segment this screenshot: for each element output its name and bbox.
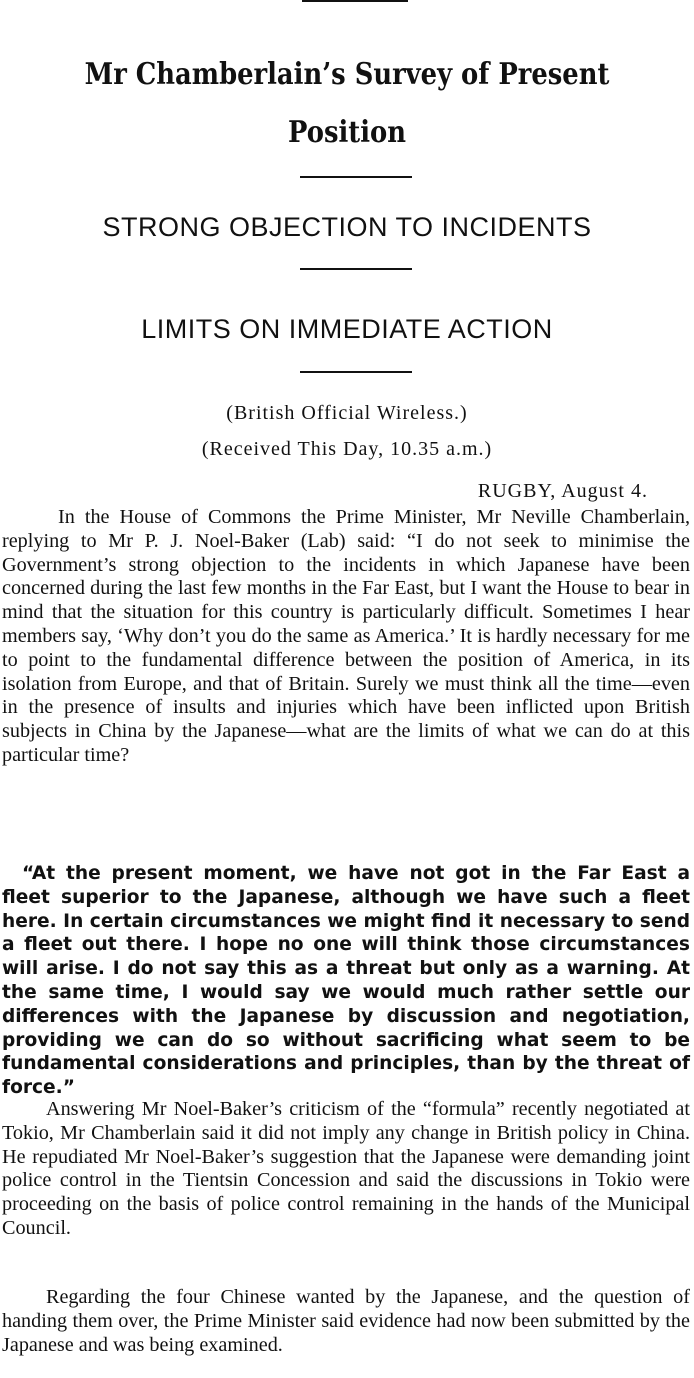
credit-line-1: (British Official Wireless.) xyxy=(226,402,468,424)
paragraph-1: In the House of Commons the Prime Minister, Mr Neville Chamberlain, replying to Mr P. J. Noel-Baker (Lab) said: “I do not seek to minimise the Government’s strong objection to the incidents in which Japanese have been concerned during the last few months in the Far East, but I want the House to bear in mind that the situation for this country is particularly difficult. Sometimes I hear members say, ‘Why don’t you do the same as America.’ It is hardly necessary for me to point to the fundamental difference between the position of America, in its isolation from Europe, and that of Britain. Surely we must think all the time—even in the presence of insults and injuries which have been inflicted upon British subjects in China by the Japanese—what are the limits of what we can do at this particular time? xyxy=(2,506,690,766)
paragraph-3: Answering Mr Noel-Baker’s criticism of the “formula” recently negotiated at Tokio, Mr Chamberlain said it did not imply any change in British policy in China. He repudiated Mr Noel-Baker’s suggestion that the Japanese were demanding joint police control in the Tientsin Concession and said the discussions in Tokio were proceeding on the basis of police control remaining in the hands of the Municipal Council. xyxy=(2,1098,690,1239)
headline-line-2: Position xyxy=(288,115,406,150)
paragraph-4: Regarding the four Chinese wanted by the Japanese, and the question of handing them over, the Prime Minister said evidence had now been submitted by the Japanese and was being examined. xyxy=(2,1286,690,1356)
headline-line-1: Mr Chamberlain’s Survey of Present xyxy=(84,57,610,92)
credit-line-2: (Received This Day, 10.35 a.m.) xyxy=(201,438,493,460)
rule-3 xyxy=(300,371,412,373)
rule-2 xyxy=(300,268,412,270)
subhead-1: STRONG OBJECTION TO INCIDENTS xyxy=(102,212,592,242)
headline xyxy=(49,46,646,162)
paragraph-2: “At the present moment, we have not got in the Far East a fleet superior to the Japanese, although we have such a fleet here. In certain circumstances we might find it necessary to send a fleet out there. I hope no one will think those circumstances will arise. I do not say this as a threat but only as a warning. At the same time, I would say we would much rather settle our differences with the Japanese by discussion and negotiation, providing we can do so without sacrificing what seem to be fundamental considerations and principles, than by the threat of force.” xyxy=(2,863,690,1099)
top-rule xyxy=(302,0,408,2)
rule-1 xyxy=(300,176,412,178)
dateline: RUGBY, August 4. xyxy=(477,480,648,502)
subhead-2: LIMITS ON IMMEDIATE ACTION xyxy=(141,314,553,344)
